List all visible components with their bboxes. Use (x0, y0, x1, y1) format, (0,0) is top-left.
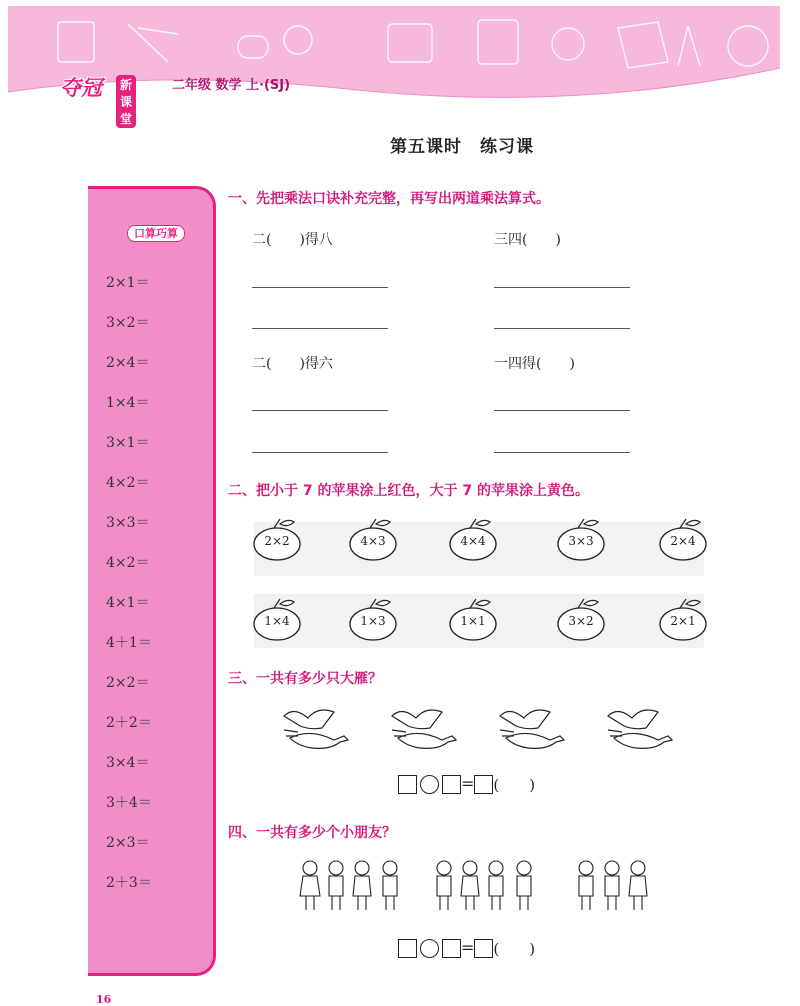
oral-item: 4×1＝ (106, 595, 150, 611)
goose-pair-icon (496, 702, 574, 754)
answer-box[interactable] (398, 775, 417, 794)
answer-line[interactable] (252, 287, 388, 288)
answer-line[interactable] (494, 452, 630, 453)
apple-label: 1×3 (360, 614, 386, 628)
oral-item: 4×2＝ (106, 555, 150, 571)
equation-answer-3 (398, 774, 535, 795)
oral-item: 3×4＝ (106, 755, 150, 771)
apple-label: 3×3 (568, 534, 594, 548)
answer-box[interactable] (398, 939, 417, 958)
apple[interactable] (348, 516, 398, 562)
apple[interactable] (556, 516, 606, 562)
equals-sign: = (461, 774, 475, 793)
children-group-icon (298, 858, 410, 914)
children-group-icon (574, 858, 662, 914)
oral-item: 2＋3＝ (106, 875, 152, 891)
oral-item: 3×1＝ (106, 435, 150, 451)
oral-item: 1×4＝ (106, 395, 150, 411)
apple-label: 2×1 (670, 614, 696, 628)
apple[interactable] (348, 596, 398, 642)
mnemonic-3: 二( )得六 (252, 356, 333, 372)
section1-heading: 一、先把乘法口诀补充完整，再写出两道乘法算式。 (228, 191, 550, 207)
equals-sign: = (461, 938, 475, 957)
operator-circle[interactable] (420, 775, 439, 794)
apple[interactable] (252, 516, 302, 562)
sidebar-badge-label: 口算巧算 (127, 225, 185, 242)
goose-pair-icon (388, 702, 466, 754)
mnemonic-1: 二( )得八 (252, 232, 333, 248)
apple[interactable] (658, 596, 708, 642)
apple[interactable] (448, 516, 498, 562)
oral-calc-sidebar (88, 186, 216, 976)
oral-item: 3×2＝ (106, 315, 150, 331)
oral-item: 3×3＝ (106, 515, 150, 531)
unit-parentheses[interactable]: ( ) (493, 940, 536, 958)
apple-label: 3×2 (568, 614, 594, 628)
brand-logo: 夺冠 (60, 76, 102, 100)
answer-box[interactable] (474, 939, 493, 958)
section3-heading: 三、一共有多少只大雁？ (228, 671, 382, 687)
operator-circle[interactable] (420, 939, 439, 958)
lesson-title: 第五课时 练习课 (390, 137, 534, 157)
brand-logo-group (60, 72, 291, 126)
apple-label: 4×3 (360, 534, 386, 548)
goose-pair-icon (280, 702, 358, 754)
sidebar-badge (112, 224, 200, 244)
oral-item: 4×2＝ (106, 475, 150, 491)
oral-item: 2×4＝ (106, 355, 150, 371)
goose-pair-icon (604, 702, 682, 754)
apple[interactable] (448, 596, 498, 642)
apple-label: 1×4 (264, 614, 290, 628)
apple[interactable] (658, 516, 708, 562)
apple[interactable] (556, 596, 606, 642)
children-group-icon (432, 858, 540, 914)
answer-line[interactable] (252, 452, 388, 453)
answer-line[interactable] (252, 328, 388, 329)
oral-item: 4＋1＝ (106, 635, 152, 651)
apple-label: 4×4 (460, 534, 486, 548)
oral-item: 3＋4＝ (106, 795, 152, 811)
unit-parentheses[interactable]: ( ) (493, 776, 536, 794)
answer-box[interactable] (442, 775, 461, 794)
answer-line[interactable] (494, 287, 630, 288)
answer-line[interactable] (252, 410, 388, 411)
section2-heading: 二、把小于 7 的苹果涂上红色，大于 7 的苹果涂上黄色。 (228, 483, 589, 499)
apple[interactable] (252, 596, 302, 642)
equation-answer-4 (398, 938, 535, 959)
apple-label: 1×1 (460, 614, 486, 628)
mnemonic-4: 一四得( ) (494, 356, 575, 372)
apple-label: 2×2 (264, 534, 290, 548)
apple-label: 2×4 (670, 534, 696, 548)
page-number: 16 (96, 993, 112, 1006)
answer-box[interactable] (442, 939, 461, 958)
answer-line[interactable] (494, 410, 630, 411)
brand-subtitle: 新课堂 (116, 75, 136, 128)
oral-item: 2＋2＝ (106, 715, 152, 731)
mnemonic-2: 三四( ) (494, 232, 561, 248)
answer-line[interactable] (494, 328, 630, 329)
oral-item: 2×2＝ (106, 675, 150, 691)
section4-heading: 四、一共有多少个小朋友？ (228, 825, 396, 841)
oral-item: 2×3＝ (106, 835, 150, 851)
answer-box[interactable] (474, 775, 493, 794)
oral-item: 2×1＝ (106, 275, 150, 291)
book-title: 二年级 数学 上·(SJ) (172, 78, 291, 93)
